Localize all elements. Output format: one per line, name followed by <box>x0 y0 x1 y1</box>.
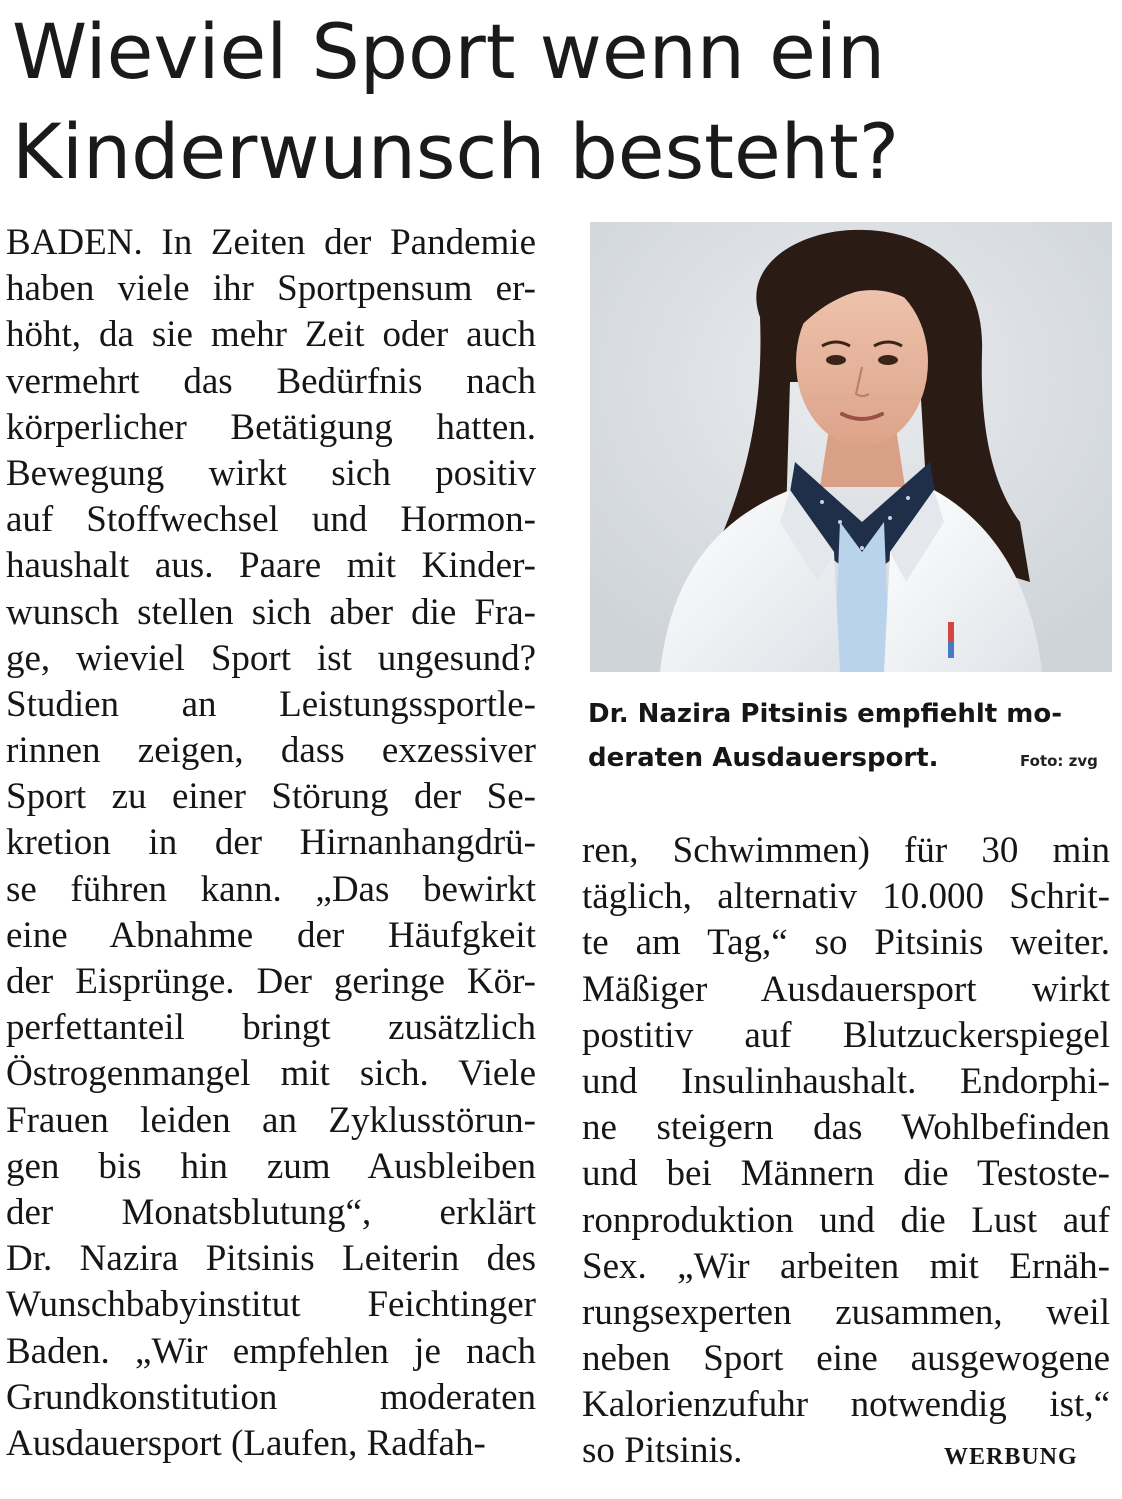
article-text-line: höht, da sie mehr Zeit oder auch <box>6 314 536 356</box>
headline-line-2: Kinderwunsch besteht? <box>12 107 900 196</box>
portrait-photo <box>590 222 1112 672</box>
caption-line-1: Dr. Nazira Pitsinis empfiehlt mo- <box>588 699 1063 729</box>
article-text-line: körperlicher Betätigung hatten. <box>6 406 536 448</box>
article-text-line: Wunschbabyinstitut Feichtinger <box>6 1284 536 1326</box>
article-text-line: haushalt aus. Paare mit Kinder- <box>6 545 536 587</box>
article-text-line: perfettanteil bringt zusätzlich <box>6 1007 536 1049</box>
article-text-line: auf Stoffwechsel und Hormon- <box>6 499 536 541</box>
caption-line-2: deraten Ausdauersport. <box>588 743 939 773</box>
article-text-line: Kalorienzufuhr notwendig ist,“ <box>582 1384 1110 1426</box>
article-text-line: täglich, alternativ 10.000 Schrit- <box>582 876 1110 918</box>
article-text-line: Sex. „Wir arbeiten mit Ernäh- <box>582 1245 1110 1287</box>
article-text-line: rungsexperten zusammen, weil <box>582 1291 1110 1333</box>
article-text-line: wunsch stellen sich aber die Fra- <box>6 591 536 633</box>
article-text-line: Östrogenmangel mit sich. Viele <box>6 1053 536 1095</box>
article-text-line: Studien an Leistungssportle- <box>6 683 536 725</box>
article-text-line: rinnen zeigen, dass exzessiver <box>6 730 536 772</box>
article-text-line: se führen kann. „Das bewirkt <box>6 868 536 910</box>
article-text-line: Grundkonstitution moderaten <box>6 1376 536 1418</box>
article-text-line: gen bis hin zum Ausbleiben <box>6 1145 536 1187</box>
article-text-line: te am Tag,“ so Pitsinis weiter. <box>582 922 1110 964</box>
article-text-line: BADEN. In Zeiten der Pandemie <box>6 222 536 263</box>
article-text-line: Ausdauersport (Laufen, Radfah- <box>6 1422 486 1464</box>
article-text-line: postitiv auf Blutzuckerspiegel <box>582 1014 1110 1056</box>
article-column-left <box>6 220 536 1467</box>
headline-line-1: Wieviel Sport wenn ein <box>12 7 886 96</box>
article-text-line: ronproduktion und die Lust auf <box>582 1199 1110 1241</box>
article-text-line: haben viele ihr Sportpensum er- <box>6 268 536 310</box>
article-text-line: vermehrt das Bedürfnis nach <box>6 360 536 402</box>
article-text-line: ren, Schwimmen) für 30 min <box>582 830 1110 871</box>
article-text-line: kretion in der Hirnanhangdrü- <box>6 822 536 864</box>
article-text-line: Baden. „Wir empfehlen je nach <box>6 1330 536 1372</box>
article-text-line: Mäßiger Ausdauersport wirkt <box>582 968 1110 1010</box>
portrait-illustration <box>590 222 1112 672</box>
article-text-line: Frauen leiden an Zyklusstörun- <box>6 1099 536 1141</box>
article-text-line: Dr. Nazira Pitsinis Leiterin des <box>6 1238 536 1280</box>
article-text-line: Sport zu einer Störung der Se- <box>6 776 536 818</box>
article-text-line: so Pitsinis. <box>582 1430 743 1472</box>
article-text-line: der Monatsblutung“, erklärt <box>6 1191 536 1233</box>
article-text-line: neben Sport eine ausgewogene <box>582 1338 1110 1380</box>
article-text-line: eine Abnahme der Häufgkeit <box>6 914 536 956</box>
article-text-line: Bewegung wirkt sich positiv <box>6 452 536 494</box>
article-text-line: und bei Männern die Testoste- <box>582 1153 1110 1195</box>
article-text-line: ge, wieviel Sport ist ungesund? <box>6 637 536 679</box>
article-headline <box>12 2 1112 202</box>
article-text-line: ne steigern das Wohlbefinden <box>582 1107 1110 1149</box>
article-text-line: und Insulinhaushalt. Endorphi- <box>582 1060 1110 1102</box>
article-text-line: der Eisprünge. Der geringe Kör- <box>6 961 536 1002</box>
article-column-right <box>582 828 1110 1475</box>
advertisement-label: WERBUNG <box>944 1444 1078 1470</box>
photo-credit: Foto: zvg <box>1020 752 1098 770</box>
